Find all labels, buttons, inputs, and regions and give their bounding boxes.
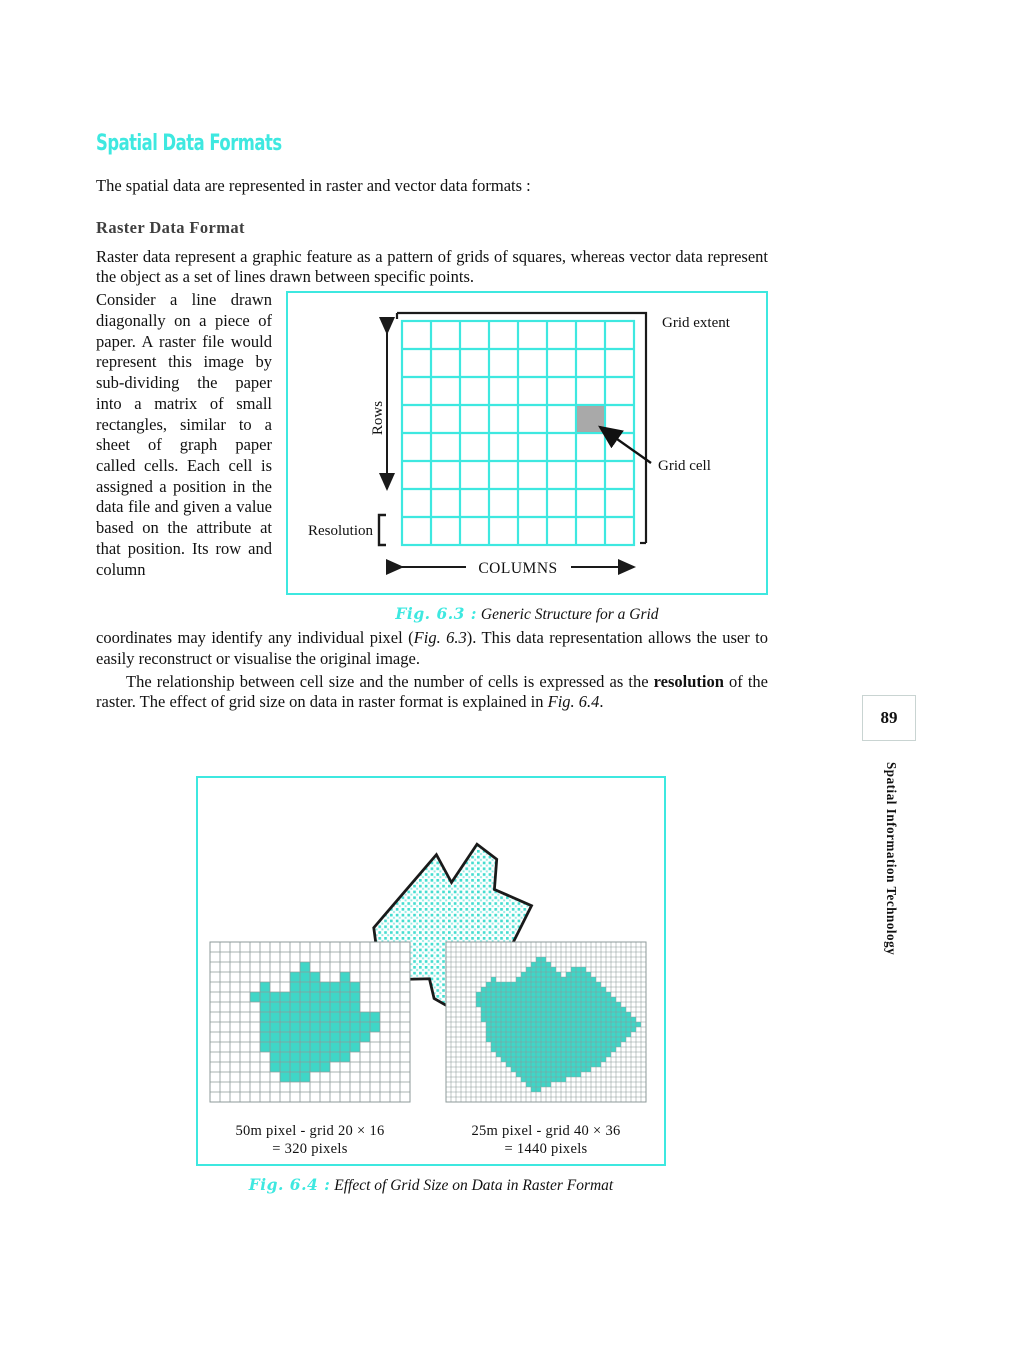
paragraph-after-figure bbox=[96, 628, 768, 668]
figure-6-4-number: Fig. 6.4 : bbox=[248, 1175, 331, 1194]
rows-label: Rows bbox=[370, 401, 386, 436]
fig-ref-6-4: Fig. 6.4 bbox=[547, 691, 600, 711]
raster-25m-label-line1: 25m pixel - grid 40 × 36 bbox=[471, 1123, 621, 1139]
subheading-raster-data-format: Raster Data Format bbox=[96, 218, 245, 238]
chapter-side-tab: Spatial Information Technology bbox=[883, 762, 898, 956]
figure-6-4-diagram bbox=[198, 778, 664, 1168]
raster-panel-25m bbox=[446, 942, 646, 1102]
figure-6-4-caption-text: Effect of Grid Size on Data in Raster Format bbox=[334, 1177, 614, 1194]
figure-6-4-frame bbox=[196, 776, 666, 1166]
figure-6-4 bbox=[196, 776, 666, 1195]
grid-cell-label: Grid cell bbox=[658, 458, 711, 475]
term-resolution: resolution bbox=[653, 671, 724, 691]
figure-6-3-caption bbox=[286, 604, 768, 624]
resolution-bracket bbox=[379, 515, 386, 545]
resolution-label: Resolution bbox=[307, 523, 373, 540]
figure-6-4-caption bbox=[196, 1175, 666, 1195]
columns-label: COLUMNS bbox=[478, 560, 558, 578]
raster-50m-label-line2: = 320 pixels bbox=[272, 1141, 348, 1158]
figure-6-3 bbox=[286, 291, 768, 624]
figure-6-3-caption-text: Generic Structure for a Grid bbox=[480, 606, 659, 624]
para-after-b: ). This data representation allows the user to easily reconstruct or visualise the original image. bbox=[96, 628, 768, 668]
text-figure-wrap-region bbox=[96, 290, 768, 712]
raster-50m-label-line1: 50m pixel - grid 20 × 16 bbox=[235, 1123, 385, 1139]
figure-6-3-number: Fig. 6.3 : bbox=[395, 604, 478, 624]
fig-ref-6-3: Fig. 6.3 bbox=[413, 628, 467, 648]
raster-25m-gridlines bbox=[446, 942, 646, 1102]
lead-paragraph: The spatial data are represented in raster and vector data formats : bbox=[96, 176, 531, 195]
page-content bbox=[96, 130, 768, 712]
raster-25m-label bbox=[444, 1122, 648, 1158]
para-last-c: . bbox=[599, 691, 604, 711]
paragraph-resolution bbox=[96, 672, 768, 712]
para-last-a: The relationship between cell size and the number of cells is expressed as the bbox=[126, 671, 654, 691]
para-after-a: coordinates may identify any individual pixel ( bbox=[96, 628, 414, 648]
figure-6-3-frame bbox=[286, 291, 768, 595]
page-number: 89 bbox=[862, 695, 916, 741]
raster-25m-label-line2: = 1440 pixels bbox=[504, 1141, 588, 1158]
grid-cells bbox=[402, 321, 634, 545]
raster-50m-gridlines bbox=[210, 942, 410, 1102]
raster-panel-50m bbox=[210, 942, 410, 1102]
paragraph-raster-intro: Raster data represent a graphic feature as a pattern of grids of squares, whereas vector data represent the object as a set of lines drawn between specific points. bbox=[96, 247, 768, 287]
paragraph-narrow-wrapped: Consider a line drawn diagonally on a piece of paper. A raster file would represent this image by sub-dividing the paper into a matrix of small rectangles, similar to a sheet of graph paper called cells. Each cell is assigned a position in the data file and given a value based on the attribute at that position. Its row and column bbox=[96, 290, 272, 579]
raster-50m-label bbox=[208, 1122, 412, 1158]
grid-extent-label: Grid extent bbox=[662, 315, 730, 332]
page-title: Spatial Data Formats bbox=[96, 128, 282, 156]
figure-6-3-diagram bbox=[288, 293, 766, 588]
para-last-b: of the raster. The effect of grid size on data in raster format is explained in bbox=[96, 671, 768, 711]
